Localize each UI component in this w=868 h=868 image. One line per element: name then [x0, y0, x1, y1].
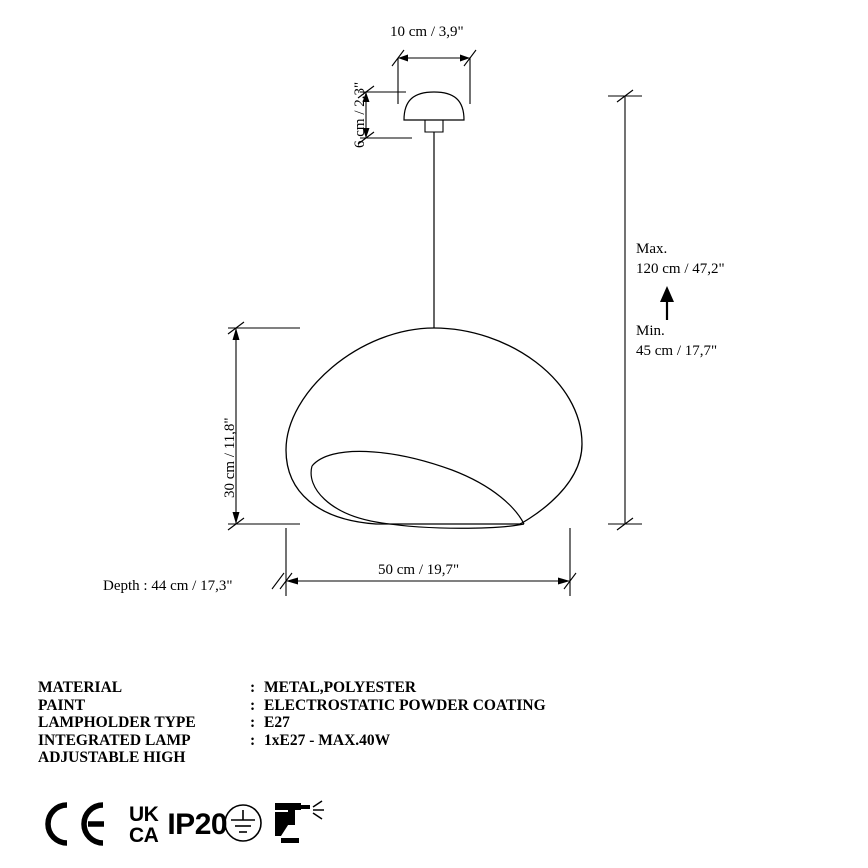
- spray-lines: [313, 801, 324, 819]
- max-value-label: 120 cm / 47,2": [636, 261, 725, 277]
- canopy-width-label: 10 cm / 3,9": [390, 24, 464, 40]
- spec-row: [38, 749, 546, 767]
- spec-value: METAL,POLYESTER: [264, 679, 417, 696]
- spec-key: LAMPHOLDER TYPE: [38, 714, 196, 732]
- spec-separator: [250, 749, 264, 767]
- shade-width-label: 50 cm / 19,7": [378, 562, 460, 578]
- adjust-arrow-head: [660, 286, 674, 302]
- min-value-label: 45 cm / 17,7": [636, 343, 718, 359]
- spec-value: [264, 749, 546, 767]
- spec-value: 1xE27 - MAX.40W: [264, 731, 391, 749]
- spec-separator: :: [250, 696, 256, 714]
- spec-row: [38, 714, 546, 732]
- ip-rating-label: IP20: [167, 808, 228, 841]
- max-label: Max.: [636, 241, 668, 257]
- spec-key: INTEGRATED LAMP: [38, 731, 191, 749]
- spec-row: [38, 679, 546, 697]
- depth-label: Depth : 44 cm / 17,3": [103, 578, 233, 594]
- spec-row: [38, 697, 546, 715]
- min-label: Min.: [636, 323, 665, 339]
- certification-row: [38, 795, 227, 855]
- spec-separator: :: [250, 679, 256, 696]
- spec-key: PAINT: [38, 696, 86, 714]
- spray-gun-icon: [275, 803, 310, 843]
- spec-value: ELECTROSTATIC POWDER COATING: [264, 696, 546, 714]
- spec-key: ADJUSTABLE HIGH: [38, 749, 186, 767]
- spec-separator: :: [250, 731, 256, 749]
- shade-height-label: 30 cm / 11,8": [222, 417, 238, 498]
- ukca-line2: CA: [129, 824, 159, 847]
- lamp-shade-outline: [286, 328, 582, 524]
- ukca-line1: UK: [129, 803, 159, 826]
- canopy-dome: [404, 92, 464, 120]
- spec-value: E27: [264, 714, 290, 732]
- specification-table: [38, 679, 546, 767]
- spec-row: [38, 732, 546, 750]
- ukca-mark: [129, 804, 158, 846]
- spec-separator: :: [250, 714, 256, 732]
- shade-inner-fold: [312, 451, 524, 524]
- canopy-collar: [425, 120, 443, 132]
- spec-key: MATERIAL: [38, 679, 123, 696]
- canopy-height-label: 6 cm / 2,3": [352, 81, 368, 148]
